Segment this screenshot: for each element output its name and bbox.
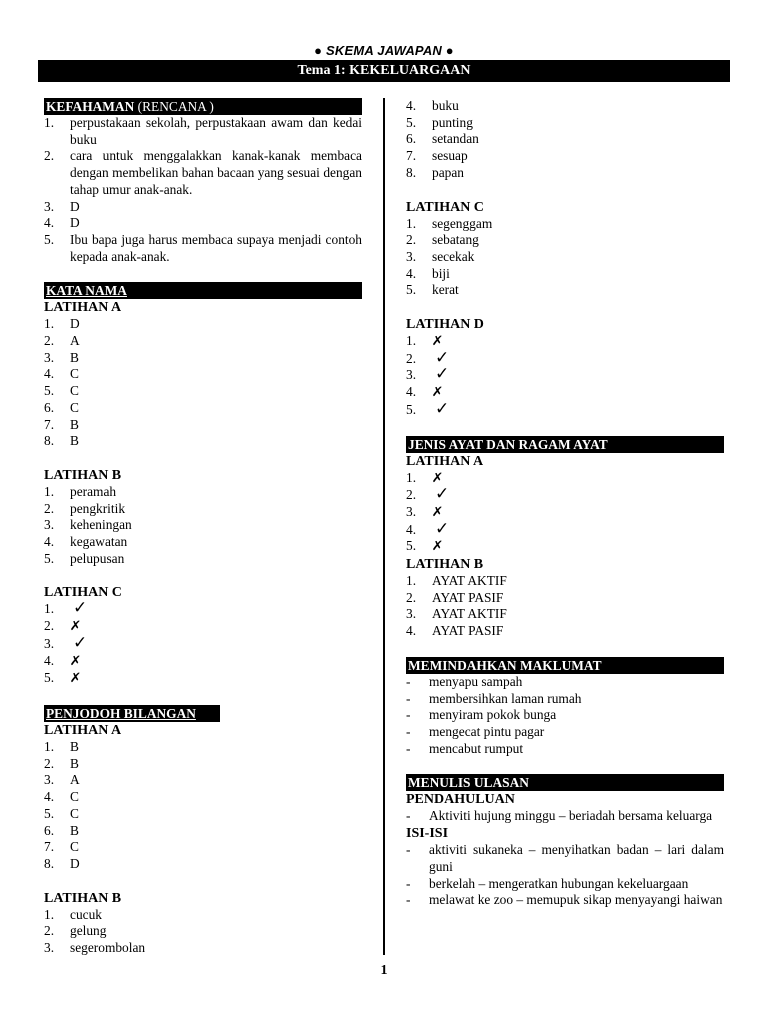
- list-item: [406, 674, 724, 691]
- list-item: [44, 756, 362, 773]
- kata-nama-latihan-a-title: LATIHAN A: [44, 300, 122, 316]
- list-item: [44, 484, 362, 501]
- item-text: C: [70, 839, 79, 855]
- list-item: [406, 333, 724, 351]
- list-item: [406, 98, 724, 115]
- item-number: 4.: [44, 366, 55, 382]
- list-item: [44, 350, 362, 367]
- item-number: -: [406, 690, 411, 706]
- item-text: aktiviti sukaneka – menyihatkan badan – lari dalam guni: [429, 842, 724, 874]
- item-number: 3.: [406, 248, 417, 264]
- list-item: [44, 551, 362, 568]
- list-item: [406, 724, 724, 741]
- penjodoh-latihan-b-title: LATIHAN B: [44, 890, 122, 906]
- item-text: Ibu bapa juga harus membaca supaya menjadi contoh kepada anak-anak.: [70, 231, 362, 264]
- item-number: 2.: [406, 350, 417, 366]
- item-number: 1.: [406, 333, 417, 349]
- page-number: 1: [380, 963, 388, 978]
- item-text: menyapu sampah: [429, 673, 523, 689]
- list-item: [406, 606, 724, 623]
- list-item: [406, 573, 724, 590]
- item-number: 4.: [406, 623, 417, 639]
- item-text: B: [70, 755, 79, 771]
- item-text: papan: [432, 164, 464, 180]
- list-item: [406, 842, 724, 875]
- section-jenis-ayat-heading: [406, 436, 724, 453]
- penjodoh-latihan-b-list: [44, 907, 362, 957]
- item-text: cara untuk menggalakkan kanak-kanak membaca dengan membelikan bahan bacaan yang sesuai dengan tahap umur anak-anak.: [70, 148, 362, 197]
- section-memindahkan-heading: [406, 657, 724, 674]
- list-item: [44, 417, 362, 434]
- list-item: [44, 632, 362, 653]
- item-number: 6.: [44, 822, 55, 838]
- list-item: [44, 839, 362, 856]
- list-item: [406, 808, 724, 825]
- item-text: melawat ke zoo – memupuk sikap menyayangi haiwan: [429, 892, 723, 908]
- item-number: 2.: [406, 232, 417, 248]
- item-number: -: [406, 892, 411, 908]
- list-item: [44, 618, 362, 636]
- column-divider: [383, 98, 385, 955]
- list-item: [406, 623, 724, 640]
- jenis-ayat-latihan-b-title: LATIHAN B: [406, 557, 484, 573]
- item-number: 3.: [406, 367, 417, 383]
- list-item: [406, 538, 724, 556]
- item-mark: [432, 364, 724, 385]
- item-number: 5.: [44, 805, 55, 821]
- item-text: B: [70, 738, 79, 754]
- list-item: [44, 115, 362, 148]
- list-item: [44, 907, 362, 924]
- list-item: [44, 670, 362, 688]
- item-number: 4.: [44, 215, 55, 231]
- cross-icon: ✗: [69, 619, 82, 635]
- list-item: [44, 215, 362, 232]
- cross-icon: ✗: [431, 334, 444, 350]
- item-number: 5.: [406, 401, 417, 417]
- cross-icon: ✗: [431, 504, 444, 520]
- answer-scheme-title: ● SKEMA JAWAPAN ●: [314, 43, 454, 58]
- penjodoh-latihan-a-title: LATIHAN A: [44, 722, 122, 738]
- penjodoh-label: PENJODOH BILANGAN: [46, 705, 196, 721]
- check-icon: ✓: [435, 364, 450, 385]
- item-text: pelupusan: [70, 550, 125, 566]
- item-number: 8.: [44, 433, 55, 449]
- item-mark: [432, 347, 724, 368]
- list-item: [406, 484, 724, 505]
- item-text: AYAT PASIF: [432, 623, 504, 639]
- item-text: gelung: [70, 923, 107, 939]
- item-number: 5.: [44, 670, 55, 686]
- item-number: -: [406, 740, 411, 756]
- check-icon: ✓: [435, 484, 450, 505]
- list-item: [44, 806, 362, 823]
- jenis-ayat-label: JENIS AYAT DAN RAGAM AYAT: [408, 436, 608, 452]
- list-item: [44, 772, 362, 789]
- item-number: 2.: [44, 333, 55, 349]
- item-text: C: [70, 789, 79, 805]
- item-number: 2.: [44, 148, 55, 164]
- check-icon: ✓: [435, 398, 450, 419]
- list-item: [406, 691, 724, 708]
- isi-isi-title: ISI-ISI: [406, 826, 449, 842]
- list-item: [406, 364, 724, 385]
- check-icon: ✓: [435, 518, 450, 539]
- item-text: kegawatan: [70, 534, 128, 550]
- list-item: [44, 517, 362, 534]
- item-mark: [432, 470, 724, 488]
- item-text: pengkritik: [70, 500, 126, 516]
- item-number: 5.: [44, 383, 55, 399]
- item-number: 7.: [406, 148, 417, 164]
- item-text: setandan: [432, 131, 479, 147]
- list-item: [406, 216, 724, 233]
- list-item: [44, 316, 362, 333]
- list-item: [406, 165, 724, 182]
- item-number: 5.: [44, 550, 55, 566]
- cross-icon: ✗: [431, 470, 444, 486]
- item-number: 2.: [44, 500, 55, 516]
- list-item: [406, 347, 724, 368]
- cross-icon: ✗: [69, 653, 82, 669]
- item-number: -: [406, 673, 411, 689]
- item-number: 3.: [406, 503, 417, 519]
- item-number: 1.: [44, 601, 55, 617]
- item-text: sebatang: [432, 232, 479, 248]
- list-item: [44, 400, 362, 417]
- item-number: 2.: [44, 618, 55, 634]
- item-number: 2.: [44, 923, 55, 939]
- item-text: membersihkan laman rumah: [429, 690, 582, 706]
- item-text: B: [70, 433, 79, 449]
- item-text: menyiram pokok bunga: [429, 707, 557, 723]
- item-number: 2.: [44, 755, 55, 771]
- item-number: 3.: [406, 606, 417, 622]
- kata-nama-latihan-c-list: [44, 598, 362, 688]
- item-number: 7.: [44, 416, 55, 432]
- item-number: 1.: [406, 573, 417, 589]
- item-number: 4.: [406, 98, 417, 113]
- item-number: 6.: [406, 131, 417, 147]
- list-item: [44, 598, 362, 619]
- item-text: segenggam: [432, 215, 493, 231]
- item-text: sesuap: [432, 148, 468, 164]
- list-item: [44, 148, 362, 198]
- check-icon: ✓: [73, 598, 88, 619]
- list-item: [44, 501, 362, 518]
- kata-nama-label: KATA NAMA: [46, 283, 127, 299]
- item-text: AYAT PASIF: [432, 589, 504, 605]
- list-item: [406, 282, 724, 299]
- item-number: 1.: [406, 469, 417, 485]
- item-text: B: [70, 349, 79, 365]
- item-number: 5.: [406, 114, 417, 130]
- item-number: 3.: [44, 772, 55, 788]
- right-column: [406, 98, 724, 909]
- latihan-c-title: LATIHAN C: [406, 199, 484, 215]
- kefahaman-label: KEFAHAMAN: [46, 99, 135, 114]
- item-mark: [432, 333, 724, 351]
- menulis-label: MENULIS ULASAN: [408, 775, 529, 791]
- item-text: buku: [432, 98, 459, 113]
- list-item: [44, 383, 362, 400]
- item-number: 4.: [44, 789, 55, 805]
- item-text: punting: [432, 114, 473, 130]
- list-item: [406, 249, 724, 266]
- list-item: [44, 923, 362, 940]
- list-item: [406, 384, 724, 402]
- item-mark: [432, 538, 724, 556]
- item-mark: [70, 632, 362, 653]
- item-number: 1.: [406, 215, 417, 231]
- cross-icon: ✗: [431, 539, 444, 555]
- item-text: D: [70, 855, 80, 871]
- item-number: 5.: [406, 282, 417, 298]
- list-item: [44, 433, 362, 450]
- item-number: 4.: [406, 265, 417, 281]
- pendahuluan-title: PENDAHULUAN: [406, 792, 515, 808]
- latihan-d-list: [406, 333, 724, 419]
- list-item: [44, 739, 362, 756]
- item-number: 8.: [406, 164, 417, 180]
- item-text: cucuk: [70, 906, 102, 922]
- item-mark: [432, 384, 724, 402]
- item-mark: [432, 518, 724, 539]
- kata-nama-latihan-b-list: [44, 484, 362, 568]
- kata-nama-latihan-a-list: [44, 316, 362, 450]
- section-kefahaman-heading: [44, 98, 362, 115]
- list-item: [44, 333, 362, 350]
- item-text: C: [70, 366, 79, 382]
- item-number: 7.: [44, 839, 55, 855]
- item-text: perpustakaan sekolah, perpustakaan awam dan kedai buku: [70, 115, 362, 147]
- item-text: kerat: [432, 282, 459, 298]
- item-text: berkelah – mengeratkan hubungan kekeluargaan: [429, 875, 689, 891]
- item-text: segerombolan: [70, 940, 146, 956]
- list-item: [406, 518, 724, 539]
- list-item: [406, 504, 724, 522]
- item-text: A: [70, 772, 80, 788]
- left-column: [44, 98, 362, 957]
- item-number: 1.: [44, 115, 55, 130]
- list-item: [406, 892, 724, 909]
- item-number: 4.: [406, 521, 417, 537]
- latihan-d-title: LATIHAN D: [406, 317, 484, 333]
- list-item: [44, 653, 362, 671]
- item-text: secekak: [432, 248, 475, 264]
- item-mark: [432, 484, 724, 505]
- item-text: biji: [432, 265, 450, 281]
- latihan-c-list: [406, 216, 724, 300]
- item-text: D: [70, 316, 80, 332]
- list-item: [44, 940, 362, 957]
- list-item: [406, 131, 724, 148]
- memindahkan-list: [406, 674, 724, 758]
- item-number: 3.: [44, 349, 55, 365]
- section-menulis-heading: [406, 774, 724, 791]
- item-text: mengecat pintu pagar: [429, 723, 545, 739]
- list-item: [44, 366, 362, 383]
- isi-isi-list: [406, 842, 724, 909]
- item-text: C: [70, 399, 79, 415]
- item-number: 3.: [44, 940, 55, 956]
- item-number: 1.: [44, 738, 55, 754]
- item-number: 6.: [44, 399, 55, 415]
- item-number: 4.: [44, 652, 55, 668]
- item-mark: [432, 504, 724, 522]
- item-text: AYAT AKTIF: [432, 606, 507, 622]
- item-text: A: [70, 333, 80, 349]
- kata-nama-latihan-b-title: LATIHAN B: [44, 467, 122, 483]
- item-text: C: [70, 805, 79, 821]
- item-text: mencabut rumput: [429, 740, 524, 756]
- list-item: [406, 707, 724, 724]
- item-text: keheningan: [70, 517, 132, 533]
- item-number: -: [406, 808, 411, 824]
- item-text: D: [70, 215, 80, 231]
- item-number: 4.: [44, 534, 55, 550]
- list-item: [44, 856, 362, 873]
- item-text: Aktiviti hujung minggu – beriadah bersama keluarga: [429, 808, 713, 824]
- item-number: -: [406, 875, 411, 891]
- item-mark: [70, 653, 362, 671]
- list-item: [44, 534, 362, 551]
- item-mark: [70, 670, 362, 688]
- section-kata-nama-heading: [44, 282, 362, 299]
- check-icon: ✓: [73, 632, 88, 653]
- item-number: 1.: [44, 906, 55, 922]
- list-item: [406, 398, 724, 419]
- item-number: 1.: [44, 483, 55, 499]
- cross-icon: ✗: [431, 385, 444, 401]
- penjodoh-latihan-a-list: [44, 739, 362, 873]
- item-number: 3.: [44, 635, 55, 651]
- section-penjodoh-heading: [44, 705, 220, 722]
- item-text: D: [70, 198, 80, 214]
- item-number: 4.: [406, 384, 417, 400]
- list-item: [44, 789, 362, 806]
- item-number: -: [406, 842, 411, 858]
- item-number: 5.: [44, 231, 55, 247]
- item-number: 3.: [44, 517, 55, 533]
- list-item: [406, 470, 724, 488]
- list-item: [406, 590, 724, 607]
- jenis-ayat-latihan-a-list: [406, 470, 724, 557]
- item-number: 2.: [406, 589, 417, 605]
- item-number: -: [406, 723, 411, 739]
- kata-nama-latihan-c-title: LATIHAN C: [44, 585, 122, 601]
- item-number: -: [406, 707, 411, 723]
- penjodoh-latihan-b-cont-list: [406, 98, 724, 182]
- list-item: [44, 232, 362, 265]
- list-item: [406, 232, 724, 249]
- item-text: B: [70, 822, 79, 838]
- item-text: peramah: [70, 483, 117, 499]
- kefahaman-list: [44, 115, 362, 265]
- item-number: 2.: [406, 487, 417, 503]
- theme-heading: Tema 1: KEKELUARGAAN: [38, 60, 730, 82]
- item-number: 3.: [44, 198, 55, 214]
- list-item: [44, 199, 362, 216]
- item-number: 8.: [44, 855, 55, 871]
- item-number: 1.: [44, 316, 55, 332]
- memindahkan-label: MEMINDAHKAN MAKLUMAT: [408, 657, 602, 673]
- item-mark: [70, 618, 362, 636]
- jenis-ayat-latihan-a-title: LATIHAN A: [406, 453, 484, 469]
- list-item: [406, 741, 724, 758]
- item-mark: [70, 598, 362, 619]
- list-item: [406, 115, 724, 132]
- item-mark: [432, 398, 724, 419]
- jenis-ayat-latihan-b-list: [406, 573, 724, 640]
- item-number: 5.: [406, 538, 417, 554]
- list-item: [406, 148, 724, 165]
- item-text: C: [70, 383, 79, 399]
- pendahuluan-list: [406, 808, 724, 825]
- item-text: B: [70, 416, 79, 432]
- item-text: AYAT AKTIF: [432, 573, 507, 589]
- list-item: [406, 876, 724, 893]
- list-item: [44, 823, 362, 840]
- check-icon: ✓: [435, 347, 450, 368]
- kefahaman-note: (RENCANA ): [137, 99, 214, 114]
- list-item: [406, 266, 724, 283]
- cross-icon: ✗: [69, 671, 82, 687]
